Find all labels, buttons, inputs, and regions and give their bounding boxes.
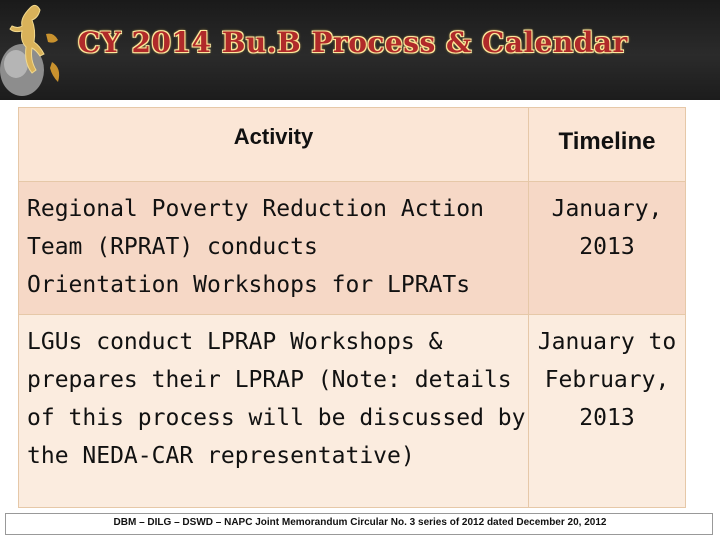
activity-cell (19, 182, 529, 315)
activity-line: of this process will be discussed by (27, 405, 526, 431)
footer-citation: DBM – DILG – DSWD – NAPC Joint Memorandum Circular No. 3 series of 2012 dated December 20, 2012 (113, 517, 607, 528)
activity-line: Regional Poverty Reduction Action (27, 196, 484, 222)
activity-timeline-table (18, 107, 686, 508)
timeline-line: 2013 (579, 234, 635, 260)
activity-line: prepares their LPRAP (Note: details (27, 367, 512, 393)
table-header-row (19, 108, 686, 182)
timeline-line: February, (544, 367, 670, 393)
activity-line: the NEDA-CAR representative) (27, 443, 415, 469)
header-activity: Activity (19, 108, 529, 182)
table-row (19, 182, 686, 315)
activity-line: Team (RPRAT) conducts (27, 234, 318, 260)
activity-line: LGUs conduct LPRAP Workshops & (27, 329, 443, 355)
timeline-line: January to (537, 329, 677, 355)
timeline-line: January, (551, 196, 663, 222)
activity-cell (19, 315, 529, 508)
activity-line: Orientation Workshops for LPRATs (27, 272, 471, 298)
header-timeline: Timeline (529, 108, 686, 182)
table-row (19, 315, 686, 508)
dancing-figure-logo-icon (0, 0, 72, 100)
timeline-cell (529, 315, 686, 508)
timeline-line: 2013 (579, 405, 635, 431)
timeline-cell (529, 182, 686, 315)
slide-title: CY 2014 Bu.B Process & Calendar (78, 26, 628, 59)
